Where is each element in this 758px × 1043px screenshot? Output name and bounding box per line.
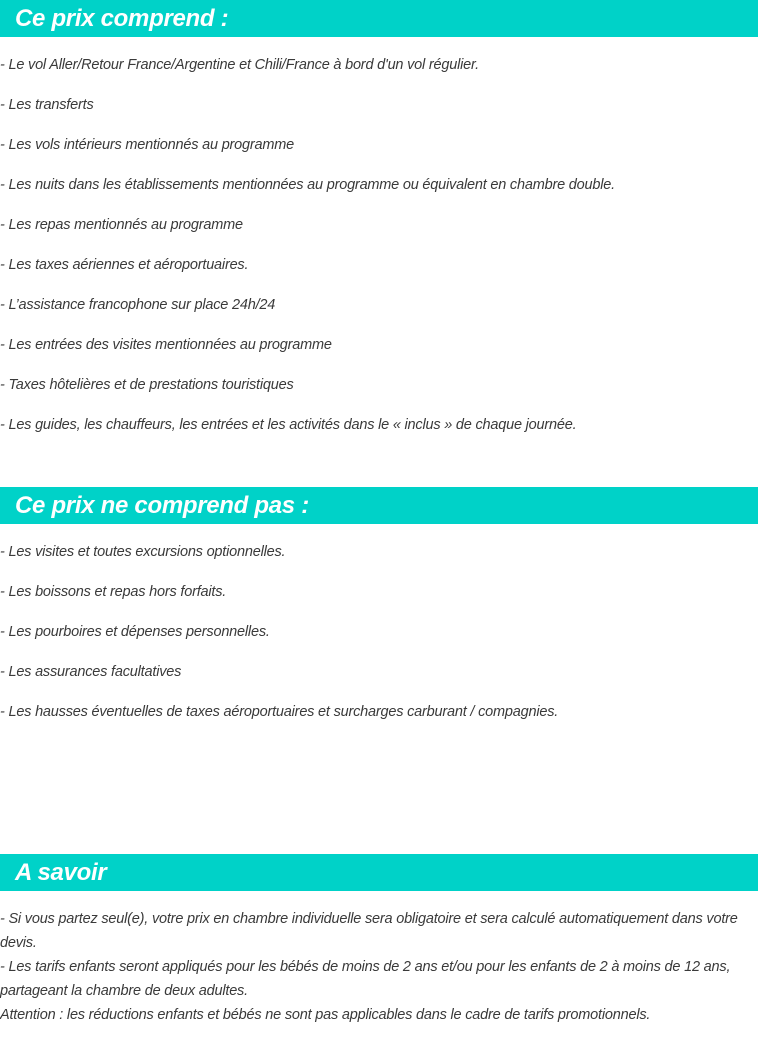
included-item-7: - L’assistance francophone sur place 24h/24 xyxy=(0,297,276,313)
included-section-header: Ce prix comprend : xyxy=(0,0,758,37)
excluded-section-header: Ce prix ne comprend pas : xyxy=(0,487,758,524)
excluded-list xyxy=(0,542,758,742)
info-paragraph-1: - Si vous partez seul(e), votre prix en chambre individuelle sera obligatoire et sera calculé automatiquement dans votre devis. xyxy=(0,911,738,951)
excluded-item-4: - Les assurances facultatives xyxy=(0,664,182,680)
included-item-5: - Les repas mentionnés au programme xyxy=(0,217,243,233)
info-paragraph-2: - Les tarifs enfants seront appliqués pour les bébés de moins de 2 ans et/ou pour les enfants de 2 à moins de 12 ans, partageant la chambre de deux adultes. xyxy=(0,959,731,999)
info-paragraph-3: Attention : les réductions enfants et bébés ne sont pas applicables dans le cadre de tarifs promotionnels. xyxy=(0,1007,651,1023)
excluded-item-2: - Les boissons et repas hors forfaits. xyxy=(0,584,227,600)
included-item-10: - Les guides, les chauffeurs, les entrées et les activités dans le « inclus » de chaque journée. xyxy=(0,417,577,433)
info-section-header: A savoir xyxy=(0,854,758,891)
included-item-6: - Les taxes aériennes et aéroportuaires. xyxy=(0,257,249,273)
included-item-2: - Les transferts xyxy=(0,97,94,113)
included-item-8: - Les entrées des visites mentionnées au programme xyxy=(0,337,332,353)
info-paragraphs xyxy=(0,907,750,1027)
included-item-3: - Les vols intérieurs mentionnés au programme xyxy=(0,137,295,153)
included-list xyxy=(0,55,758,455)
included-item-4: - Les nuits dans les établissements mentionnées au programme ou équivalent en chambre double. xyxy=(0,177,615,193)
included-item-1: - Le vol Aller/Retour France/Argentine et Chili/France à bord d'un vol régulier. xyxy=(0,57,479,73)
excluded-item-3: - Les pourboires et dépenses personnelles. xyxy=(0,624,270,640)
excluded-item-1: - Les visites et toutes excursions optionnelles. xyxy=(0,544,286,560)
included-item-9: - Taxes hôtelières et de prestations touristiques xyxy=(0,377,294,393)
excluded-item-5: - Les hausses éventuelles de taxes aéroportuaires et surcharges carburant / compagnies. xyxy=(0,704,559,720)
